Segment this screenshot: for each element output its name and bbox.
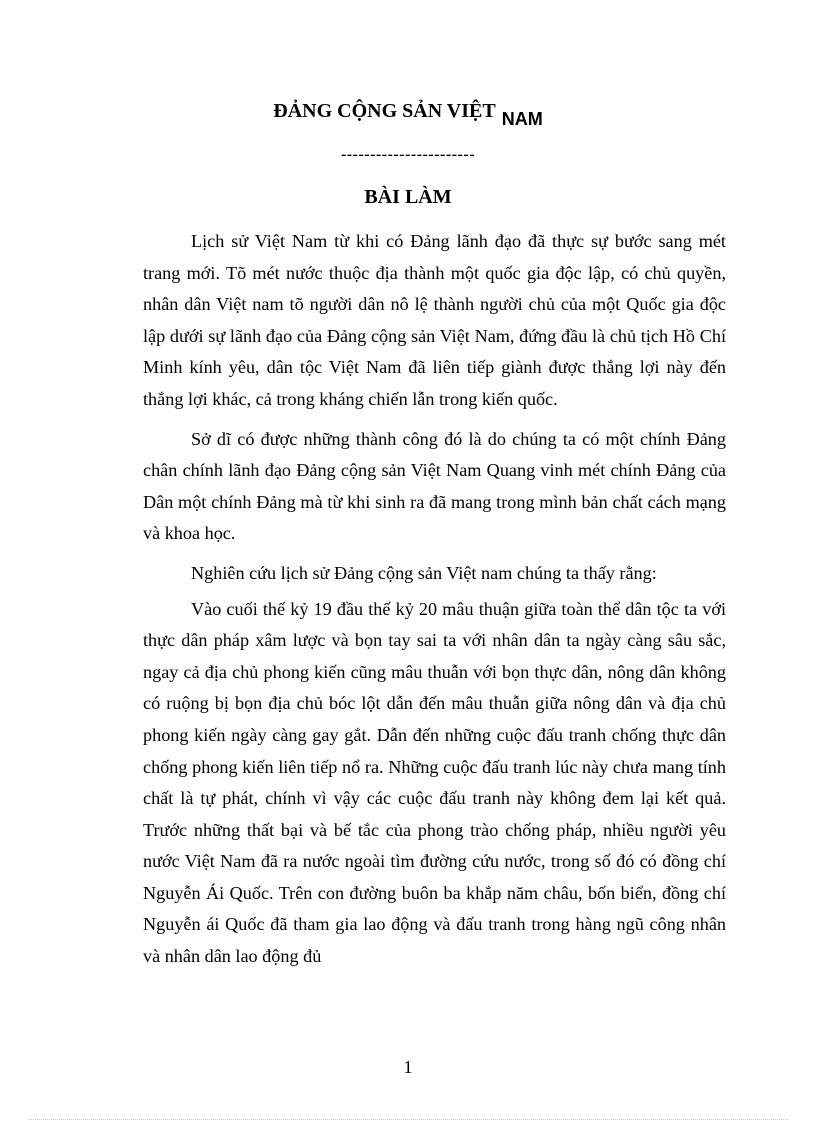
- document-title: [0, 100, 816, 129]
- section-heading: BÀI LÀM: [364, 186, 452, 208]
- paragraph-1: Lịch sử Việt Nam từ khi có Đảng lãnh đạo đã thực sự bước sang mét trang mới. Tõ mét nước thuộc địa thành một quốc gia độc lập, có chủ quyền, nhân dân Việt nam tõ người dân nô lệ thành người chủ của một Quốc gia độc lập dưới sự lãnh đạo của Đảng cộng sản Việt Nam, đứng đầu là chủ tịch Hồ Chí Minh kính yêu, dân tộc Việt Nam đã liên tiếp giành được thắng lợi này đến thắng lợi khác, cả trong kháng chiến lẫn trong kiến quốc.: [143, 231, 726, 409]
- title-sub: NAM: [501, 109, 543, 129]
- title-main: ĐẢNG CỘNG SẢN VIỆT: [273, 100, 496, 122]
- paragraph-4: Vào cuối thế kỷ 19 đầu thế kỷ 20 mâu thuận giữa toàn thể dân tộc ta với thực dân pháp xâm lược và bọn tay sai ta với nhân dân ta ngày càng sâu sắc, ngay cả địa chủ phong kiến cũng mâu thuẫn với bọn thực dân, nông dân không có ruộng bị bọn địa chủ bóc lột dẫn đến mâu thuẫn giữa nông dân và địa chủ phong kiến ngày càng gay gắt. Dẫn đến những cuộc đấu tranh chống thực dân chống phong kiến liên tiếp nổ ra. Những cuộc đấu tranh lúc này chưa mang tính chất là tự phát, chính vì vậy các cuộc đấu tranh này không đem lại kết quả. Trước những thất bại và bế tắc của phong trào chống pháp, nhiều người yêu nước Việt Nam đã ra nước ngoài tìm đường cứu nước, trong số đó có đồng chí Nguyễn Ái Quốc. Trên con đường buôn ba khắp năm châu, bốn biển, đồng chí Nguyễn ái Quốc đã tham gia lao động và đấu tranh trong hàng ngũ công nhân và nhân dân lao động đủ: [143, 598, 726, 967]
- title-separator: -----------------------: [340, 146, 476, 163]
- page-number: 1: [403, 1057, 413, 1077]
- page-bottom-divider: [28, 1119, 788, 1120]
- body-text: [143, 226, 726, 981]
- paragraph-3: Nghiên cứu lịch sử Đảng cộng sản Việt nam chúng ta thấy rằng:: [191, 562, 657, 583]
- paragraph-2: Sở dĩ có được những thành công đó là do chúng ta có một chính Đảng chân chính lãnh đạo Đảng cộng sản Việt Nam Quang vinh mét chính Đảng của Dân một chính Đảng mà từ khi sinh ra đã mang trong mình bản chất cách mạng và khoa học.: [143, 428, 726, 544]
